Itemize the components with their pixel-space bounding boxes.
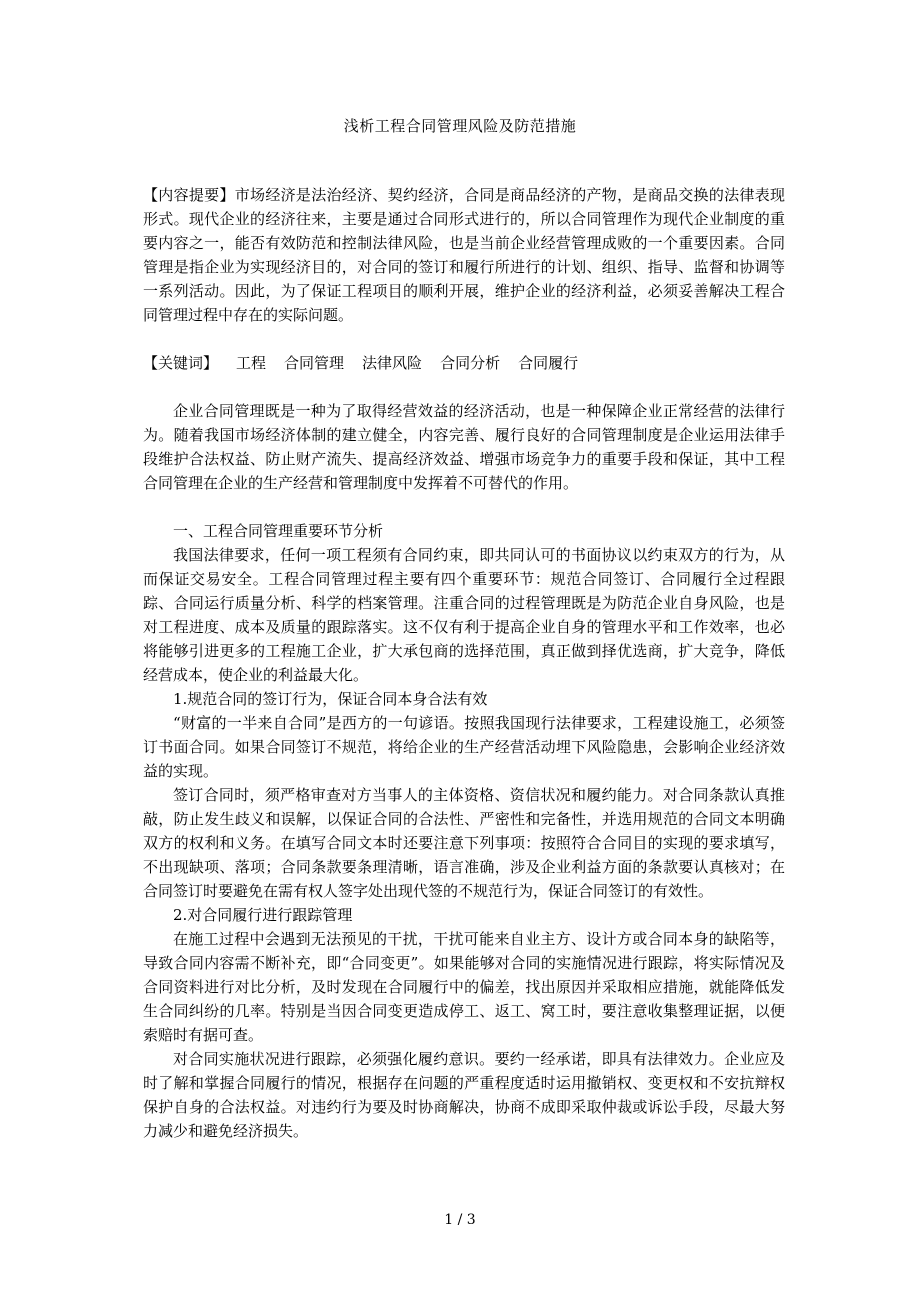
- body-paragraph: 对合同实施状况进行跟踪，必须强化履约意识。要约一经承诺，即具有法律效力。企业应及时了解和掌握合同履行的情况，根据存在问题的严重程度适时运用撤销权、变更权和不安抗辩权保护自身的合法权益。对违约行为要及时协商解决，协商不成即采取仲裁或诉讼手段，尽最大努力减少和避免经济损失。: [143, 1050, 785, 1140]
- subsection-heading: 1.规范合同的签订行为，保证合同本身合法有效: [173, 690, 488, 708]
- keyword-item: 合同管理: [284, 354, 345, 372]
- document-body: [143, 183, 785, 1143]
- body-paragraph: “财富的一半来自合同”是西方的一句谚语。按照我国现行法律要求，工程建设施工，必须签订书面合同。如果合同签订不规范，将给企业的生产经营活动埋下风险隐患，会影响企业经济效益的实现。: [143, 714, 785, 780]
- keyword-item: 法律风险: [362, 354, 423, 372]
- keywords-label: 【关键词】: [143, 354, 219, 372]
- keyword-item: 合同履行: [518, 354, 579, 372]
- subsection-heading: 2.对合同履行进行跟踪管理: [173, 906, 353, 924]
- keyword-item: 工程: [236, 354, 267, 372]
- keyword-item: 合同分析: [440, 354, 501, 372]
- body-paragraph: 我国法律要求，任何一项工程须有合同约束，即共同认可的书面协议以约束双方的行为，从而保证交易安全。工程合同管理过程主要有四个重要环节：规范合同签订、合同履行全过程跟踪、合同运行质量分析、科学的档案管理。注重合同的过程管理既是为防范企业自身风险，也是对工程进度、成本及质量的跟踪落实。这不仅有利于提高企业自身的管理水平和工作效率，也必将能够引进更多的工程施工企业，扩大承包商的选择范围，真正做到择优选商，扩大竞争，降低经营成本，使企业的利益最大化。: [143, 546, 785, 684]
- intro-paragraph: 企业合同管理既是一种为了取得经营效益的经济活动，也是一种保障企业正常经营的法律行为。随着我国市场经济体制的建立健全，内容完善、履行良好的合同管理制度是企业运用法律手段维护合法权益、防止财产流失、提高经济效益、增强市场竞争力的重要手段和保证，其中工程合同管理在企业的生产经营和管理制度中发挥着不可替代的作用。: [143, 402, 785, 492]
- abstract-label: 【内容提要】: [143, 186, 235, 204]
- abstract-text: 市场经济是法治经济、契约经济，合同是商品经济的产物，是商品交换的法律表现形式。现代企业的经济往来，主要是通过合同形式进行的，所以合同管理作为现代企业制度的重要内容之一，能否有效防范和控制法律风险，也是当前企业经营管理成败的一个重要因素。合同管理是指企业为实现经济目的，对合同的签订和履行所进行的计划、组织、指导、监督和协调等一系列活动。因此，为了保证工程项目的顺利开展，维护企业的经济利益，必须妥善解决工程合同管理过程中存在的实际问题。: [143, 186, 785, 324]
- section-heading: 一、工程合同管理重要环节分析: [173, 522, 384, 540]
- abstract-paragraph: [143, 183, 785, 327]
- body-paragraph: 在施工过程中会遇到无法预见的干扰，干扰可能来自业主方、设计方或合同本身的缺陷等，导致合同内容需不断补充，即“合同变更”。如果能够对合同的实施情况进行跟踪，将实际情况及合同资料进行对比分析，及时发现在合同履行中的偏差，找出原因并采取相应措施，就能降低发生合同纠纷的几率。特别是当因合同变更造成停工、返工、窝工时，要注意收集整理证据，以便索赔时有据可查。: [143, 930, 785, 1044]
- keywords-line: [143, 351, 785, 375]
- page-title: 浅析工程合同管理风险及防范措施: [343, 117, 577, 135]
- body-paragraph: 签订合同时，须严格审查对方当事人的主体资格、资信状况和履约能力。对合同条款认真推敲，防止发生歧义和误解，以保证合同的合法性、严密性和完备性，并选用规范的合同文本明确双方的权利和义务。在填写合同文本时还要注意下列事项：按照符合合同目的实现的要求填写，不出现缺项、落项；合同条款要条理清晰，语言准确，涉及企业利益方面的条款要认真核对；在合同签订时要避免在需有权人签字处出现代签的不规范行为，保证合同签订的有效性。: [143, 786, 785, 900]
- page-number: 1 / 3: [444, 1212, 476, 1228]
